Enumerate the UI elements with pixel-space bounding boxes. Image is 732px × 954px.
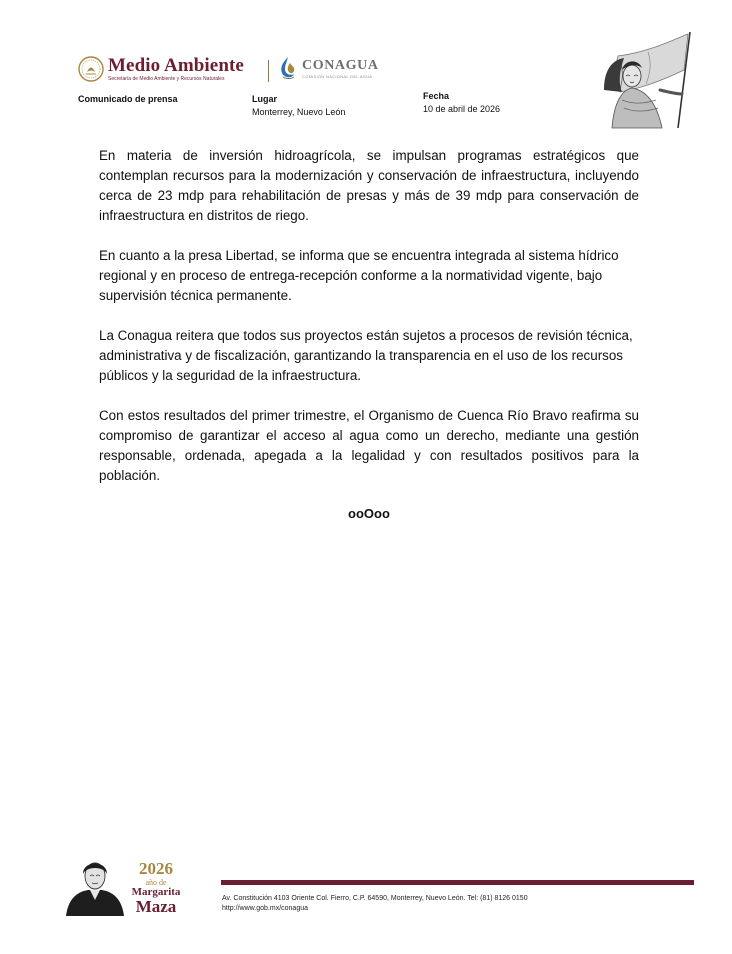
conagua-title: CONAGUA <box>302 57 379 73</box>
emblem-margarita: Margarita <box>131 886 181 898</box>
national-seal-icon <box>78 56 104 82</box>
medio-ambiente-subtitle: Secretaría de Medio Ambiente y Recursos Naturales <box>108 76 225 82</box>
lugar-value: Monterrey, Nuevo León <box>252 107 346 117</box>
paragraph-compromiso: Con estos resultados del primer trimestre, el Organismo de Cuenca Río Bravo reafirma su compromiso de garantizar el acceso al agua como un derecho, mediante una gestión responsable, ordenada, apegada a la legalidad y con resultados positivos para la población. <box>99 408 639 483</box>
paragraph-inversion-hidroagricola: En materia de inversión hidroagrícola, se impulsan programas estratégicos que contemplan recursos para la modernización y conservación de infraestructura, incluyendo cerca de 23 mdp para rehabilitación de presas y más de 39 mdp para conservación de infraestructura en distritos de riego. <box>99 148 639 223</box>
lugar-label: Lugar <box>252 94 278 104</box>
press-release-body <box>99 146 639 521</box>
header <box>0 0 732 140</box>
medio-ambiente-title: Medio Ambiente <box>108 55 244 76</box>
comunicado-label: Comunicado de prensa <box>78 94 178 104</box>
fecha-label: Fecha <box>423 91 450 101</box>
conagua-water-icon <box>278 55 298 81</box>
emblem-year: 2026 <box>139 859 173 878</box>
closing-mark: ooOoo <box>348 506 390 521</box>
conagua-logo <box>278 55 379 81</box>
woman-with-flag-illustration <box>598 30 698 130</box>
margarita-maza-portrait-illustration <box>64 856 126 916</box>
paragraph-transparencia: La Conagua reitera que todos sus proyectos están sujetos a procesos de revisión técnica, administrativa y de fiscalización, garantizando la transparencia en el uso de los recursos públicos y la seguridad de la infraestructura. <box>99 328 633 383</box>
fecha-value: 10 de abril de 2026 <box>423 104 501 114</box>
emblem-anio-de: año de <box>145 878 167 887</box>
medio-ambiente-logo <box>78 56 244 82</box>
emblem-maza: Maza <box>135 897 177 916</box>
footer-url: http://www.gob.mx/conagua <box>222 905 308 912</box>
footer-divider-bar <box>221 880 694 885</box>
year-of-margarita-maza-emblem <box>128 860 184 915</box>
footer-address: Av. Constitución 4103 Oriente Col. Fierro, C.P. 64590, Monterrey, Nuevo León. Tel: (81) 8126 0150 <box>222 895 528 902</box>
conagua-subtitle: COMISIÓN NACIONAL DEL AGUA <box>302 73 373 79</box>
paragraph-presa-libertad: En cuanto a la presa Libertad, se informa que se encuentra integrada al sistema hídrico regional y en proceso de entrega-recepción conforme a la normatividad vigente, bajo supervisión técnica permanente. <box>99 248 619 303</box>
logo-divider <box>268 60 269 82</box>
